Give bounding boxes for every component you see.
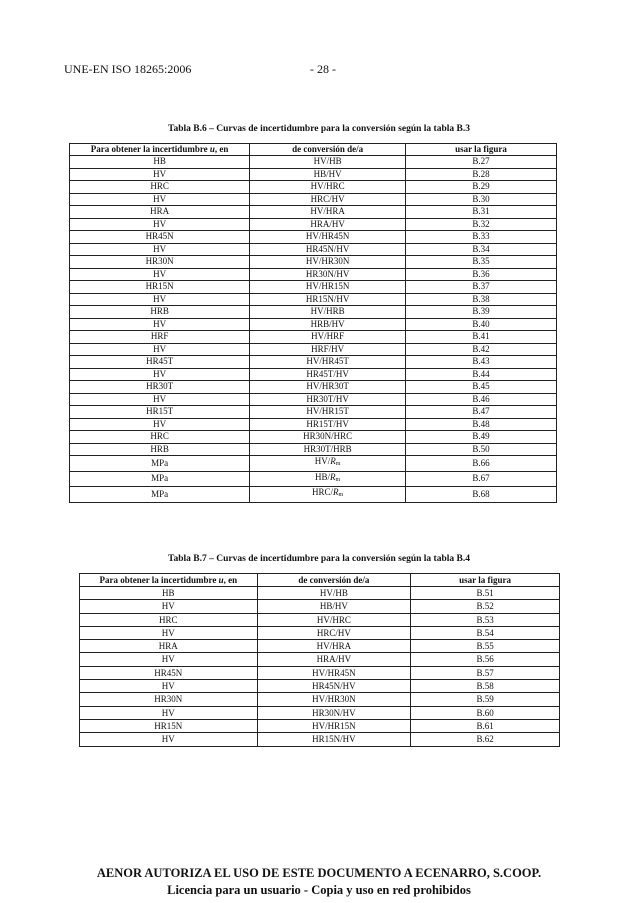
table-row xyxy=(70,168,557,181)
cell-unit: HB xyxy=(70,156,250,169)
cell-conversion: HB/HV xyxy=(250,168,406,181)
cell-unit: HV xyxy=(70,293,250,306)
cell-figure: B.45 xyxy=(406,381,557,394)
cell-figure: B.53 xyxy=(411,613,560,626)
table-row xyxy=(70,281,557,294)
cell-conversion: HV/HRC xyxy=(250,181,406,194)
table-header-row xyxy=(80,574,560,587)
cell-conversion: HR30N/HRC xyxy=(250,431,406,444)
cell-conversion: HV/HR30N xyxy=(257,693,411,706)
cell-conversion: HV/HR45N xyxy=(250,231,406,244)
cell-unit: HRC xyxy=(70,181,250,194)
table-row xyxy=(70,356,557,369)
table-row xyxy=(70,293,557,306)
table-row xyxy=(70,431,557,444)
cell-figure: B.47 xyxy=(406,406,557,419)
cell-figure: B.46 xyxy=(406,393,557,406)
cell-unit: HV xyxy=(80,653,258,666)
cell-unit: HR45T xyxy=(70,356,250,369)
cell-figure: B.62 xyxy=(411,733,560,746)
cell-conversion: HV/HB xyxy=(257,587,411,600)
page-number: - 28 - xyxy=(310,62,336,76)
cell-unit: HR15N xyxy=(70,281,250,294)
cell-figure: B.31 xyxy=(406,206,557,219)
cell-unit: HV xyxy=(70,343,250,356)
cell-figure: B.36 xyxy=(406,268,557,281)
cell-conversion: HR45N/HV xyxy=(250,243,406,256)
column-header-figure: usar la figura xyxy=(406,144,557,156)
table-b6 xyxy=(69,143,557,503)
cell-conversion: HR15N/HV xyxy=(250,293,406,306)
cell-figure: B.32 xyxy=(406,218,557,231)
table-b6-caption: Tabla B.6 – Curvas de incertidumbre para la conversión según la tabla B.3 xyxy=(168,124,470,134)
cell-conversion: HV/HR30T xyxy=(250,381,406,394)
table-b7-caption: Tabla B.7 – Curvas de incertidumbre para la conversión según la tabla B.4 xyxy=(168,554,470,564)
cell-conversion: HRC/HV xyxy=(250,193,406,206)
cell-conversion: HV/HB xyxy=(250,156,406,169)
cell-conversion: HR15N/HV xyxy=(257,733,411,746)
cell-figure: B.35 xyxy=(406,256,557,269)
cell-conversion: HV/HRA xyxy=(250,206,406,219)
column-header-figure: usar la figura xyxy=(411,574,560,587)
cell-conversion: HRA/HV xyxy=(250,218,406,231)
table-row xyxy=(80,666,560,679)
cell-unit: HR45N xyxy=(80,666,258,679)
cell-conversion: HB/Rm xyxy=(250,471,406,487)
cell-figure: B.68 xyxy=(406,487,557,503)
table-row xyxy=(70,156,557,169)
cell-unit: HV xyxy=(80,706,258,719)
table-row xyxy=(70,243,557,256)
cell-unit: HV xyxy=(70,268,250,281)
column-header-unit: Para obtener la incertidumbre u, en xyxy=(80,574,258,587)
cell-conversion: HRB/HV xyxy=(250,318,406,331)
table-header-row xyxy=(70,144,557,156)
cell-unit: HV xyxy=(70,318,250,331)
table-row xyxy=(80,693,560,706)
cell-unit: HRA xyxy=(80,640,258,653)
table-row xyxy=(70,318,557,331)
cell-conversion: HR30T/HRB xyxy=(250,443,406,456)
cell-figure: B.44 xyxy=(406,368,557,381)
cell-unit: HV xyxy=(70,243,250,256)
cell-conversion: HV/Rm xyxy=(250,456,406,472)
table-row xyxy=(80,613,560,626)
cell-conversion: HV/HR45T xyxy=(250,356,406,369)
cell-unit: HRA xyxy=(70,206,250,219)
cell-unit: HV xyxy=(70,368,250,381)
cell-unit: HRC xyxy=(70,431,250,444)
table-row xyxy=(80,680,560,693)
cell-unit: HV xyxy=(80,600,258,613)
cell-figure: B.49 xyxy=(406,431,557,444)
page-header xyxy=(64,62,574,78)
column-header-conversion: de conversión de/a xyxy=(250,144,406,156)
table-row xyxy=(70,268,557,281)
table-row xyxy=(70,471,557,487)
table-row xyxy=(70,381,557,394)
table-row xyxy=(70,406,557,419)
table-row xyxy=(80,587,560,600)
cell-unit: HRB xyxy=(70,306,250,319)
cell-conversion: HB/HV xyxy=(257,600,411,613)
cell-figure: B.37 xyxy=(406,281,557,294)
cell-figure: B.52 xyxy=(411,600,560,613)
cell-conversion: HR15T/HV xyxy=(250,418,406,431)
cell-unit: HR15T xyxy=(70,406,250,419)
cell-figure: B.51 xyxy=(411,587,560,600)
cell-conversion: HV/HRB xyxy=(250,306,406,319)
cell-unit: MPa xyxy=(70,471,250,487)
table-row xyxy=(70,487,557,503)
cell-figure: B.42 xyxy=(406,343,557,356)
cell-unit: HR15N xyxy=(80,719,258,732)
cell-figure: B.39 xyxy=(406,306,557,319)
cell-unit: HV xyxy=(70,418,250,431)
table-row xyxy=(80,719,560,732)
column-header-unit: Para obtener la incertidumbre u, en xyxy=(70,144,250,156)
table-b6-body xyxy=(70,156,557,503)
cell-figure: B.38 xyxy=(406,293,557,306)
cell-unit: HR30N xyxy=(70,256,250,269)
cell-unit: HR30T xyxy=(70,381,250,394)
cell-figure: B.60 xyxy=(411,706,560,719)
cell-conversion: HV/HR15N xyxy=(250,281,406,294)
table-row xyxy=(70,206,557,219)
cell-conversion: HRF/HV xyxy=(250,343,406,356)
license-notice: AENOR AUTORIZA EL USO DE ESTE DOCUMENTO A ECENARRO, S.COOP. xyxy=(96,866,542,880)
table-row xyxy=(80,733,560,746)
cell-figure: B.50 xyxy=(406,443,557,456)
table-row xyxy=(70,256,557,269)
cell-unit: HR45N xyxy=(70,231,250,244)
cell-conversion: HV/HRA xyxy=(257,640,411,653)
table-row xyxy=(80,640,560,653)
cell-unit: HB xyxy=(80,587,258,600)
cell-figure: B.67 xyxy=(406,471,557,487)
cell-unit: HV xyxy=(70,193,250,206)
cell-unit: HV xyxy=(70,168,250,181)
cell-figure: B.43 xyxy=(406,356,557,369)
cell-conversion: HR45N/HV xyxy=(257,680,411,693)
cell-unit: MPa xyxy=(70,487,250,503)
table-row xyxy=(70,218,557,231)
cell-conversion: HV/HR15T xyxy=(250,406,406,419)
cell-figure: B.27 xyxy=(406,156,557,169)
cell-unit: HV xyxy=(70,393,250,406)
table-row xyxy=(70,418,557,431)
table-row xyxy=(70,343,557,356)
cell-figure: B.56 xyxy=(411,653,560,666)
cell-unit: HRF xyxy=(70,331,250,344)
cell-figure: B.29 xyxy=(406,181,557,194)
column-header-conversion: de conversión de/a xyxy=(257,574,411,587)
table-row xyxy=(70,193,557,206)
cell-figure: B.48 xyxy=(406,418,557,431)
cell-unit: HV xyxy=(80,680,258,693)
cell-unit: HRC xyxy=(80,613,258,626)
cell-figure: B.59 xyxy=(411,693,560,706)
license-restriction: Licencia para un usuario - Copia y uso en red prohibidos xyxy=(167,883,471,897)
standard-reference: UNE-EN ISO 18265:2006 xyxy=(64,62,192,76)
cell-conversion: HR45T/HV xyxy=(250,368,406,381)
cell-conversion: HV/HRC xyxy=(257,613,411,626)
cell-figure: B.33 xyxy=(406,231,557,244)
table-row xyxy=(70,456,557,472)
table-row xyxy=(70,181,557,194)
table-row xyxy=(70,231,557,244)
cell-conversion: HRC/Rm xyxy=(250,487,406,503)
cell-conversion: HRC/HV xyxy=(257,626,411,639)
cell-unit: MPa xyxy=(70,456,250,472)
cell-figure: B.61 xyxy=(411,719,560,732)
cell-unit: HRB xyxy=(70,443,250,456)
cell-figure: B.58 xyxy=(411,680,560,693)
table-row xyxy=(80,600,560,613)
cell-figure: B.34 xyxy=(406,243,557,256)
cell-conversion: HV/HR45N xyxy=(257,666,411,679)
table-b7 xyxy=(79,573,560,747)
table-row xyxy=(80,626,560,639)
cell-figure: B.28 xyxy=(406,168,557,181)
cell-unit: HV xyxy=(70,218,250,231)
table-row xyxy=(70,331,557,344)
cell-figure: B.57 xyxy=(411,666,560,679)
cell-conversion: HV/HR30N xyxy=(250,256,406,269)
cell-conversion: HR30T/HV xyxy=(250,393,406,406)
cell-unit: HR30N xyxy=(80,693,258,706)
cell-conversion: HR30N/HV xyxy=(257,706,411,719)
cell-unit: HV xyxy=(80,626,258,639)
cell-figure: B.66 xyxy=(406,456,557,472)
cell-unit: HV xyxy=(80,733,258,746)
cell-figure: B.55 xyxy=(411,640,560,653)
table-row xyxy=(80,706,560,719)
table-b7-body xyxy=(80,587,560,747)
cell-conversion: HV/HR15N xyxy=(257,719,411,732)
cell-conversion: HRA/HV xyxy=(257,653,411,666)
cell-figure: B.30 xyxy=(406,193,557,206)
table-row xyxy=(80,653,560,666)
table-row xyxy=(70,306,557,319)
cell-conversion: HR30N/HV xyxy=(250,268,406,281)
table-row xyxy=(70,443,557,456)
table-row xyxy=(70,393,557,406)
cell-figure: B.41 xyxy=(406,331,557,344)
cell-figure: B.40 xyxy=(406,318,557,331)
table-row xyxy=(70,368,557,381)
cell-conversion: HV/HRF xyxy=(250,331,406,344)
cell-figure: B.54 xyxy=(411,626,560,639)
